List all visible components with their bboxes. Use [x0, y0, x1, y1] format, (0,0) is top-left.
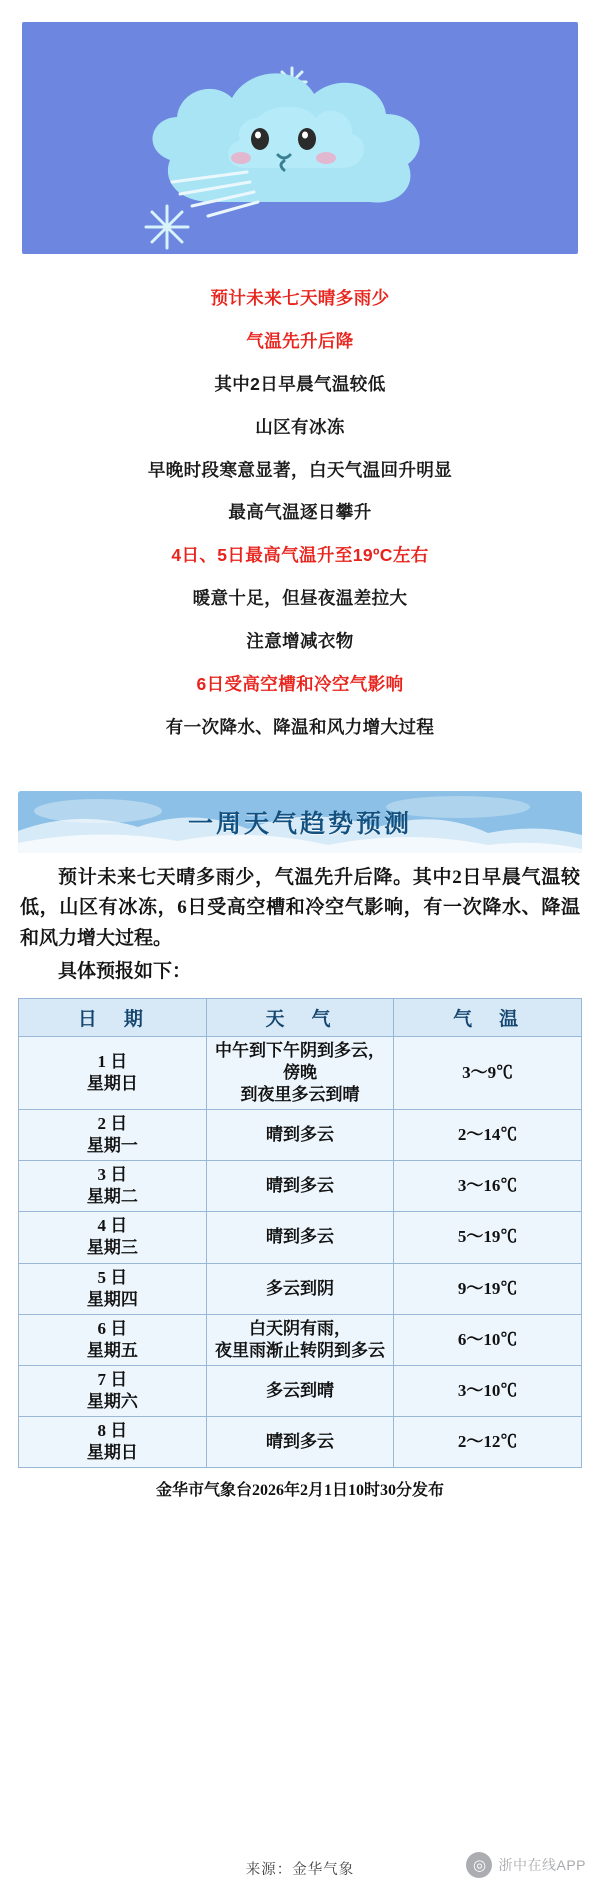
- forecast-table: [18, 998, 582, 1469]
- cell-temperature: 2～12℃: [394, 1417, 582, 1468]
- column-header-temperature: 气 温: [394, 998, 582, 1036]
- table-row: [19, 1263, 582, 1314]
- message-line: 山区有冰冻: [255, 416, 345, 437]
- message-line: 最高气温逐日攀升: [228, 502, 372, 523]
- date-weekday: 星期日: [86, 1073, 138, 1093]
- cell-weather: 多云到晴: [206, 1365, 394, 1416]
- cell-temperature: 3～9℃: [394, 1036, 582, 1109]
- date-day: 4 日: [97, 1216, 128, 1236]
- app-brand-label: 浙中在线APP: [498, 1857, 586, 1873]
- date-weekday: 星期日: [86, 1443, 138, 1463]
- article-banner: [18, 791, 582, 853]
- message-line: 预计未来七天晴多雨少: [210, 288, 390, 308]
- date-weekday: 星期五: [86, 1340, 138, 1360]
- table-row: [19, 1161, 582, 1212]
- cell-weather: 晴到多云: [206, 1161, 394, 1212]
- date-weekday: 星期六: [86, 1392, 138, 1411]
- cell-weather: [206, 1036, 394, 1109]
- table-row: [19, 1036, 582, 1109]
- forecast-article: [18, 791, 582, 1501]
- date-weekday: 星期四: [86, 1289, 138, 1309]
- summary-message: [0, 254, 600, 765]
- cell-date: [19, 1263, 207, 1314]
- source-label: 来源：金华气象: [245, 1862, 355, 1878]
- app-logo-icon: ◎: [466, 1852, 492, 1878]
- cell-date: [19, 1314, 207, 1365]
- app-brand: [466, 1852, 586, 1878]
- footer: [0, 1840, 600, 1902]
- date-day: 2 日: [97, 1113, 128, 1133]
- date-day: 6 日: [97, 1318, 128, 1338]
- date-day: 7 日: [97, 1369, 128, 1389]
- weather-line-1: 中午到下午阴到多云，傍晚: [214, 1040, 385, 1082]
- cell-date: [19, 1036, 207, 1109]
- column-header-date: 日 期: [19, 998, 207, 1036]
- column-header-weather: 天 气: [206, 998, 394, 1036]
- table-row: [19, 1109, 582, 1160]
- article-body: [18, 853, 582, 988]
- table-row: [19, 1212, 582, 1263]
- hero-section: [0, 0, 600, 254]
- table-row: [19, 1417, 582, 1468]
- weather-line-2: 夜里雨渐止转阴到多云: [214, 1340, 385, 1360]
- cell-date: [19, 1417, 207, 1468]
- cell-temperature: 3～10℃: [394, 1365, 582, 1416]
- issuer-line: 金华市气象台2026年2月1日10时30分发布: [155, 1482, 444, 1500]
- date-day: 8 日: [97, 1421, 128, 1441]
- table-row: [19, 1314, 582, 1365]
- banner-title: 一周天气趋势预测: [187, 810, 412, 838]
- cloud-shape: [152, 73, 419, 202]
- cell-date: [19, 1109, 207, 1160]
- weather-line-2: 到夜里多云到晴: [240, 1084, 360, 1104]
- cell-temperature: 9～19℃: [394, 1263, 582, 1314]
- article-paragraph: 预计未来七天晴多雨少，气温先升后降。其中2日早晨气温较低，山区有冰冻，6日受高空槽和冷空气影响，有一次降水、降温和风力增大过程。: [20, 866, 580, 950]
- cell-weather: 晴到多云: [206, 1109, 394, 1160]
- cell-weather: 晴到多云: [206, 1417, 394, 1468]
- message-line: 4日、5日最高气温升至19ºC左右: [171, 545, 429, 566]
- message-line: 有一次降水、降温和风力增大过程: [165, 716, 435, 737]
- cell-date: [19, 1161, 207, 1212]
- message-line: 注意增减衣物: [246, 631, 354, 651]
- date-day: 3 日: [97, 1165, 128, 1185]
- cell-date: [19, 1365, 207, 1416]
- cell-date: [19, 1212, 207, 1263]
- cell-temperature: 5～19℃: [394, 1212, 582, 1263]
- message-line: 早晚时段寒意显著，白天气温回升明显: [147, 459, 453, 480]
- cloud-illustration-svg: [22, 22, 578, 254]
- cell-temperature: 6～10℃: [394, 1314, 582, 1365]
- cell-temperature: 3～16℃: [394, 1161, 582, 1212]
- cell-weather: 多云到阴: [206, 1263, 394, 1314]
- date-weekday: 星期三: [86, 1238, 138, 1258]
- cell-temperature: 2～14℃: [394, 1109, 582, 1160]
- table-header-row: [19, 998, 582, 1036]
- table-row: [19, 1365, 582, 1416]
- message-line: 其中2日早晨气温较低: [214, 373, 386, 394]
- date-weekday: 星期二: [86, 1187, 138, 1207]
- message-line: 气温先升后降: [246, 330, 354, 351]
- date-day: 1 日: [97, 1051, 128, 1071]
- date-day: 5 日: [97, 1267, 128, 1287]
- date-weekday: 星期一: [86, 1136, 138, 1156]
- message-line: 6日受高空槽和冷空气影响: [196, 673, 404, 694]
- article-subheading: 具体预报如下：: [58, 960, 192, 982]
- message-line: 暖意十足，但昼夜温差拉大: [192, 588, 408, 609]
- cell-weather: [206, 1314, 394, 1365]
- cell-weather: 晴到多云: [206, 1212, 394, 1263]
- winter-cloud-illustration: [22, 22, 578, 254]
- weather-line-1: 白天阴有雨，: [248, 1318, 351, 1338]
